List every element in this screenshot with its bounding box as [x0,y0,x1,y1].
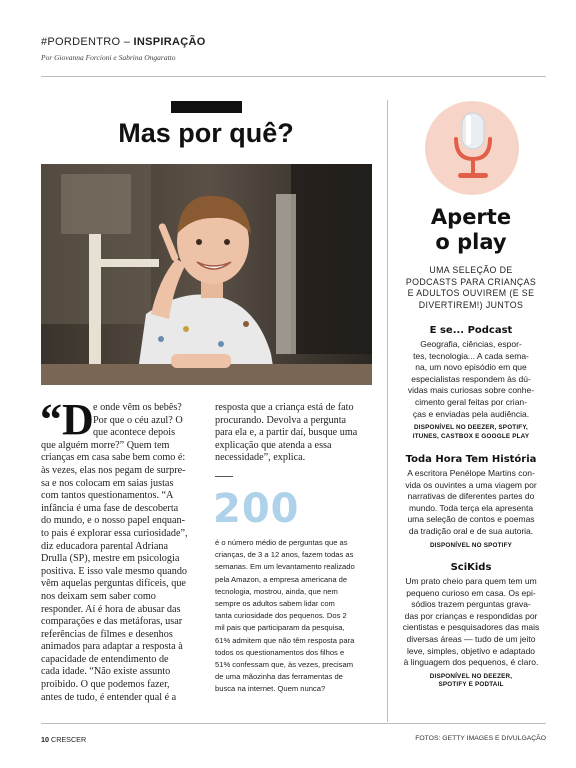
podcast-item [396,562,546,690]
body-line: diz educadora parental Adriana [41,540,168,552]
podcast-name: E se... Podcast [429,325,513,336]
sidebar-intro [396,265,546,311]
sidebar-intro-line: DIVERTIREM!) JUNTOS [418,299,524,310]
body-column-1 [41,402,201,704]
body-line: infância é uma fase de descoberta [41,502,179,514]
podcast-line: cimento geral feitas por crian- [415,396,527,407]
podcast-availability [396,542,546,551]
stat-line: tanta curiosidade dos pequenos. Dos 2 [215,611,347,621]
podcast-line: ças e enviadas pela audiência. [412,408,530,419]
top-divider [41,76,546,77]
stat-number: 200 [213,486,300,532]
body-line: procurando. Devolva a pergunta [215,414,347,426]
drop-cap-quote: “ [40,395,62,444]
podcast-line: vidas mais curiosas sobre conhe- [407,385,535,396]
section-tag [41,36,206,48]
body-line: comparações e das metáforas, usar [41,616,183,628]
body-line: para ela e, a partir daí, busque uma [215,427,358,439]
body-line: do mundo, e o nosso papel enquan- [41,515,186,527]
body-line: nos deixam sem saber como [41,590,156,602]
podcast-description [396,339,546,420]
podcast-item [396,325,546,441]
body-line: responder. Aí é hora de abusar das [41,603,181,615]
availability-line: DISPONÍVEL NO SPOTIFY [429,541,513,549]
body-line: e onde vêm os bebês? [93,402,182,413]
podcast-line: mundo. Toda terça ela apresenta [408,502,534,513]
availability-line: DISPONÍVEL NO DEEZER, [429,672,513,680]
podcast-line: diversas áreas — tudo de um jeito [406,633,536,644]
podcast-line: cientistas e pesquisadores das mais [402,622,540,633]
stat-line: 61% admitem que não têm resposta para [215,635,355,645]
podcast-line: vida os ouvintes a uma viagem por [405,479,537,490]
stat-line: 51% confessam que, às vezes, precisam [215,659,354,669]
availability-line: ITUNES, CASTBOX E GOOGLE PLAY [412,432,530,440]
podcast-line: das por crianças e respondidas por [404,610,538,621]
body-line: Por que o céu azul? O [93,414,183,426]
body-line: explicação que atenda a essa [215,439,332,451]
sidebar-title [396,205,546,255]
body-line: proibido. O que podemos fazer, [41,679,170,691]
photo-credits: FOTOS: GETTY IMAGES E DIVULGAÇÃO [415,735,546,742]
podcast-description [396,468,546,538]
photo-illustration [41,164,372,385]
sidebar-intro-line: PODCASTS PARA CRIANÇAS [405,276,537,287]
child-smiling-pointing-photo [41,164,372,385]
availability-line: DISPONÍVEL NO DEEZER, SPOTIFY, [414,424,528,432]
article-title: Mas por quê? [118,118,294,148]
page-number: 10 [41,735,49,744]
microphone-icon [425,101,519,195]
podcast-item [396,454,546,550]
stat-caption [215,537,380,695]
body-line: que acontece depois [93,427,176,439]
byline: Por Giovanna Forcioni e Sabrina Ongaratto [41,53,176,62]
sidebar-title-line: o play [435,230,507,254]
stat-line: de uma mãozinha das ferramentas de [215,672,343,682]
podcast-line: Geografia, ciências, espor- [420,339,522,349]
body-column-2 [215,402,375,465]
body-line: resposta que a criança está de fato [215,402,354,413]
availability-line: SPOTIFY E PODTAIL [438,681,504,689]
podcast-description [396,576,546,669]
drop-cap-letter: D [62,395,94,444]
stat-line: pela Amazon, a empresa americana de [215,574,348,584]
podcast-line: pequeno curioso em casa. Os epi- [406,587,536,598]
podcast-line: na, um novo episódio em que [415,362,527,373]
podcast-line: especialistas respondem às dú- [411,373,531,384]
stat-line: crianças, de 3 a 12 anos, fazem todas as [215,550,354,560]
stat-line: todos os questionamentos dos filhos e [215,647,345,657]
podcast-line: à linguagem dos pequenos, é claro. [403,657,539,668]
stat-line: tecnologia, mostrou, ainda, que nem [215,586,338,596]
body-line: referências de filmes e desenhos [41,628,173,640]
bottom-divider [41,723,546,724]
podcast-line: sódios trazem perguntas grava- [411,599,531,610]
body-line: crianças em casa sabe bem como é: [41,452,186,464]
body-line: antes de tudo, é entender qual é a [41,691,177,703]
sidebar-intro-line: E ADULTOS OUVIREM (E SE [407,288,535,299]
body-line: vêm aquelas perguntas difíceis, que [41,578,186,590]
podcast-line: uma seleção de contos e poemas [407,514,535,525]
body-line: animados para adaptar a resposta à [41,641,183,653]
stat-line: semanas. Em um levantamento realizado [215,562,355,572]
stat-divider [215,476,233,477]
section-tag-name: INSPIRAÇÃO [133,36,206,48]
stat-line: sempre os adultos sabem lidar com [215,598,335,608]
podcast-availability [396,424,546,441]
body-line: Drulla (SP), mestre em psicologia [41,553,180,565]
stat-line: busca na internet. Quem nunca? [215,684,326,694]
sidebar-intro-line: UMA SELEÇÃO DE [429,265,513,275]
body-line: capacidade de entendimento de [41,653,169,665]
body-line: positiva. E isso vale mesmo quando [41,565,188,577]
podcast-name: SciKids [450,562,492,573]
podcast-line: da tradição oral e de sua autoria. [408,525,534,536]
stat-line: é o número médio de perguntas que as [215,538,348,547]
stat-line: mil pais que participaram da pesquisa, [215,623,345,633]
body-line: às vezes, elas nos pegam de surpre- [41,464,186,476]
body-line: cada idade. “Não existe assunto [41,666,171,678]
podcast-line: A escritora Penélope Martins con- [407,468,535,478]
title-accent-bar [171,101,242,113]
podcast-availability [396,673,546,690]
podcast-line: leve, simples, objetivo e adaptado [406,645,536,656]
body-line: necessidade”, explica. [215,452,306,464]
body-line: que alguém morre?” Quem tem [41,439,170,451]
magazine-name: CRESCER [51,735,87,744]
column-divider [387,100,388,722]
section-tag-prefix: #PORDENTRO – [41,36,131,48]
podcast-name: Toda Hora Tem História [405,454,537,465]
body-line: com tantos questionamentos. “A [41,490,174,502]
body-line: to pais é explorar essa curiosidade”, [41,527,188,539]
body-line: sa e nos colocam em saias justas [41,477,174,489]
podcast-line: narrativas de diferentes partes do [407,491,535,502]
podcast-line: Um prato cheio para quem tem um [405,576,537,586]
podcast-line: tes, tecnologia... A cada sema- [413,350,529,361]
sidebar-title-line: Aperte [430,205,512,229]
page-folio [41,735,86,744]
